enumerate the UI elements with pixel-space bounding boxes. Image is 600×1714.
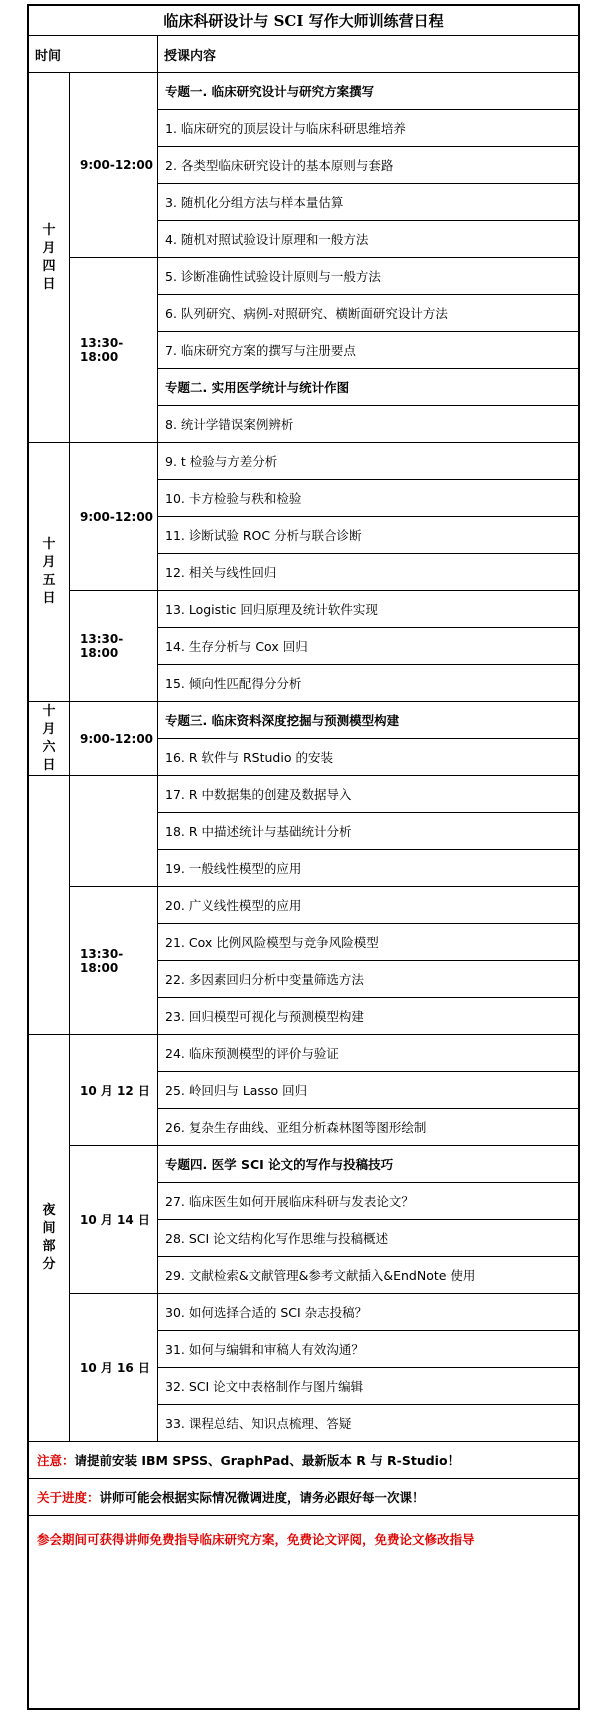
day-label — [29, 73, 70, 443]
session-item: 27. 临床医生如何开展临床科研与发表论文？ — [158, 1183, 578, 1220]
time-slot: 9:00-12:00 — [70, 443, 158, 591]
session-item: 18. R 中描述统计与基础统计分析 — [158, 813, 578, 850]
day-label-char: 日 — [42, 591, 56, 606]
time-slot: 10 月 12 日 — [70, 1035, 158, 1146]
notice-label: 关于进度： — [37, 1490, 100, 1505]
session-item: 3. 随机化分组方法与样本量估算 — [158, 184, 578, 221]
topic-heading: 专题二. 实用医学统计与统计作图 — [158, 369, 578, 406]
day-label-char: 十 — [42, 703, 56, 719]
day-label — [29, 702, 70, 776]
notice-text: 请提前安装 IBM SPSS、GraphPad、最新版本 R 与 R-Studio！ — [74, 1453, 461, 1468]
time-slot — [70, 776, 158, 887]
session-item: 25. 岭回归与 Lasso 回归 — [158, 1072, 578, 1109]
session-item: 33. 课程总结、知识点梳理、答疑 — [158, 1405, 578, 1442]
header-content: 授课内容 — [158, 36, 578, 73]
session-item: 15. 倾向性匹配得分分析 — [158, 665, 578, 702]
notice-2 — [29, 1479, 578, 1516]
topic-heading: 专题三. 临床资料深度挖掘与预测模型构建 — [158, 702, 578, 739]
session-item: 28. SCI 论文结构化写作思维与投稿概述 — [158, 1220, 578, 1257]
session-item: 11. 诊断试验 ROC 分析与联合诊断 — [158, 517, 578, 554]
session-item: 20. 广义线性模型的应用 — [158, 887, 578, 924]
session-item: 4. 随机对照试验设计原理和一般方法 — [158, 221, 578, 258]
session-item: 21. Cox 比例风险模型与竞争风险模型 — [158, 924, 578, 961]
header-time: 时间 — [29, 36, 158, 73]
time-slot: 13:30-18:00 — [70, 887, 158, 1035]
time-slot: 9:00-12:00 — [70, 73, 158, 258]
day-label-char: 日 — [42, 276, 56, 292]
session-item: 29. 文献检索&文献管理&参考文献插入&EndNote 使用 — [158, 1257, 578, 1294]
session-item: 32. SCI 论文中表格制作与图片编辑 — [158, 1368, 578, 1405]
session-item: 13. Logistic 回归原理及统计软件实现 — [158, 591, 578, 628]
time-slot: 13:30-18:00 — [70, 591, 158, 702]
notice-3 — [29, 1516, 578, 1561]
session-item: 8. 统计学错误案例辨析 — [158, 406, 578, 443]
day-label-char: 月 — [42, 721, 56, 737]
day-label-char: 十 — [42, 222, 56, 238]
session-item: 7. 临床研究方案的撰写与注册要点 — [158, 332, 578, 369]
day-label-char: 日 — [42, 757, 56, 773]
notice-label: 注意： — [37, 1453, 75, 1468]
day-label — [29, 776, 70, 1035]
day-label-char: 部 — [42, 1239, 56, 1254]
day-label-char: 五 — [42, 573, 56, 588]
session-item: 24. 临床预测模型的评价与验证 — [158, 1035, 578, 1072]
session-item: 2. 各类型临床研究设计的基本原则与套路 — [158, 147, 578, 184]
day-label-char: 月 — [42, 240, 56, 256]
session-item: 16. R 软件与 RStudio 的安装 — [158, 739, 578, 776]
time-slot: 10 月 16 日 — [70, 1294, 158, 1442]
session-item: 30. 如何选择合适的 SCI 杂志投稿？ — [158, 1294, 578, 1331]
day-label-char: 间 — [42, 1221, 56, 1236]
session-item: 9. t 检验与方差分析 — [158, 443, 578, 480]
day-label-char: 六 — [42, 739, 56, 755]
schedule-table — [27, 4, 580, 1710]
topic-heading: 专题一. 临床研究设计与研究方案撰写 — [158, 73, 578, 110]
time-slot: 10 月 14 日 — [70, 1146, 158, 1294]
day-label — [29, 1035, 70, 1442]
session-item: 31. 如何与编辑和审稿人有效沟通？ — [158, 1331, 578, 1368]
day-label — [29, 443, 70, 702]
notice-1 — [29, 1442, 578, 1479]
session-item: 12. 相关与线性回归 — [158, 554, 578, 591]
day-label-char: 十 — [42, 537, 56, 552]
day-label-char: 分 — [42, 1257, 56, 1272]
session-item: 23. 回归模型可视化与预测模型构建 — [158, 998, 578, 1035]
notice-text: 讲师可能会根据实际情况微调进度，请务必跟好每一次课！ — [99, 1490, 425, 1505]
session-item: 17. R 中数据集的创建及数据导入 — [158, 776, 578, 813]
day-label-char: 四 — [42, 258, 56, 274]
day-label-char: 夜 — [42, 1203, 56, 1218]
session-item: 5. 诊断准确性试验设计原则与一般方法 — [158, 258, 578, 295]
session-item: 19. 一般线性模型的应用 — [158, 850, 578, 887]
session-item: 1. 临床研究的顶层设计与临床科研思维培养 — [158, 110, 578, 147]
session-item: 14. 生存分析与 Cox 回归 — [158, 628, 578, 665]
topic-heading: 专题四. 医学 SCI 论文的写作与投稿技巧 — [158, 1146, 578, 1183]
notice-text: 参会期间可获得讲师免费指导临床研究方案，免费论文评阅，免费论文修改指导 — [37, 1531, 475, 1547]
day-label-char: 月 — [42, 555, 56, 570]
session-item: 26. 复杂生存曲线、亚组分析森林图等图形绘制 — [158, 1109, 578, 1146]
time-slot: 9:00-12:00 — [70, 702, 158, 776]
session-item: 22. 多因素回归分析中变量筛选方法 — [158, 961, 578, 998]
page-title: 临床科研设计与 SCI 写作大师训练营日程 — [29, 6, 578, 36]
time-slot: 13:30-18:00 — [70, 258, 158, 443]
session-item: 6. 队列研究、病例-对照研究、横断面研究设计方法 — [158, 295, 578, 332]
session-item: 10. 卡方检验与秩和检验 — [158, 480, 578, 517]
